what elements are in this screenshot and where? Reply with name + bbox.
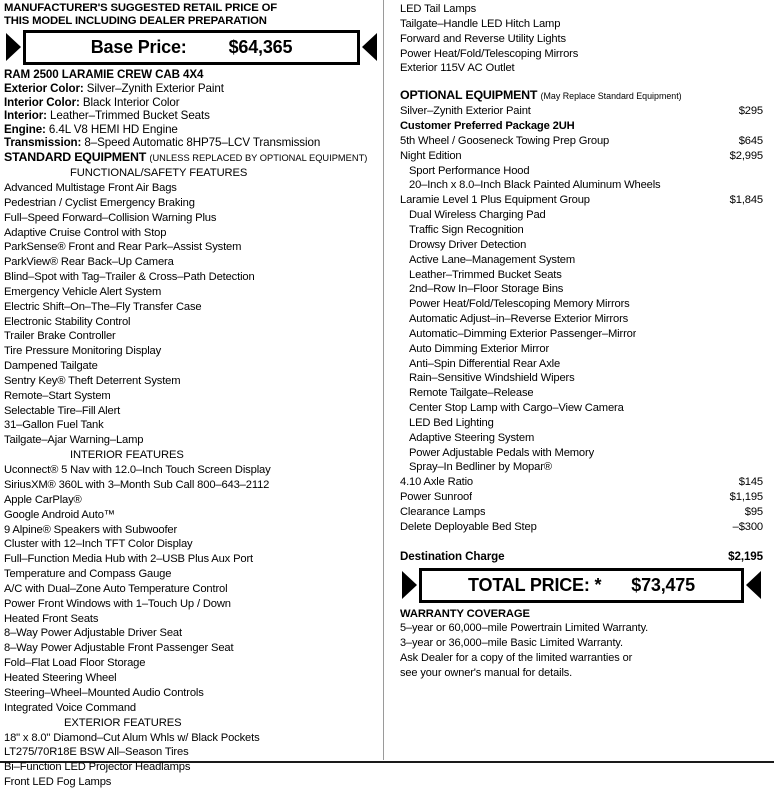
feature-item: Forward and Reverse Utility Lights	[400, 32, 566, 45]
option-row	[400, 490, 763, 505]
option-sub-item	[400, 460, 763, 475]
option-sub-item	[400, 357, 763, 372]
vehicle-spec-row	[4, 96, 379, 110]
total-price-banner	[400, 568, 763, 603]
section-header: FUNCTIONAL/SAFETY FEATURES	[70, 166, 248, 179]
option-row	[400, 134, 763, 149]
option-sub-item	[400, 342, 763, 357]
vehicle-spec-value: Leather–Trimmed Bucket Seats	[46, 109, 210, 123]
feature-item: Cluster with 12–Inch TFT Color Display	[4, 538, 193, 551]
option-name: Power Heat/Fold/Telescoping Memory Mirrors	[409, 298, 630, 311]
option-sub-item	[400, 371, 763, 386]
option-name: Automatic Adjust–in–Reverse Exterior Mirrors	[409, 313, 629, 326]
base-price-amount: $64,365	[228, 37, 293, 58]
vehicle-model	[4, 68, 379, 82]
feature-item: Tailgate–Ajar Warning–Lamp	[4, 434, 144, 447]
total-price-box	[419, 568, 744, 603]
option-price: $95	[744, 506, 763, 518]
feature-item: Google Android Auto™	[4, 508, 115, 521]
msrp-header-line-2: THIS MODEL INCLUDING DEALER PREPARATION	[4, 15, 267, 28]
warranty-line: 3–year or 36,000–mile Basic Limited Warranty.	[400, 636, 623, 649]
option-sub-item	[400, 164, 763, 179]
option-name: Sport Performance Hood	[409, 164, 530, 177]
feature-item: ParkView® Rear Back–Up Camera	[4, 256, 174, 269]
option-row	[400, 520, 763, 535]
section-header: EXTERIOR FEATURES	[64, 716, 182, 729]
msrp-header-line-1: MANUFACTURER'S SUGGESTED RETAIL PRICE OF	[4, 2, 278, 14]
option-name: Dual Wireless Charging Pad	[409, 209, 546, 222]
feature-item: Trailer Brake Controller	[4, 330, 116, 343]
option-sub-item	[400, 268, 763, 283]
option-name: 20–Inch x 8.0–Inch Black Painted Aluminum Wheels	[409, 179, 661, 192]
option-sub-item	[400, 297, 763, 312]
option-row	[400, 104, 763, 119]
feature-item: Blind–Spot with Tag–Trailer & Cross–Path Detection	[4, 271, 255, 284]
vehicle-spec-value: Silver–Zynith Exterior Paint	[83, 82, 224, 95]
total-price-amount: $73,475	[631, 574, 695, 595]
feature-item: Tire Pressure Monitoring Display	[4, 345, 162, 358]
option-name: Silver–Zynith Exterior Paint	[400, 105, 531, 118]
option-name: 4.10 Axle Ratio	[400, 476, 474, 489]
option-name: Remote Tailgate–Release	[409, 387, 534, 400]
option-sub-item	[400, 312, 763, 327]
feature-item: Fold–Flat Load Floor Storage	[4, 657, 146, 670]
left-arrow-icon	[6, 33, 21, 61]
option-sub-item	[400, 431, 763, 446]
warranty-line: 5–year or 60,000–mile Powertrain Limited Warranty.	[400, 621, 649, 634]
option-sub-item	[400, 223, 763, 238]
option-sub-item	[400, 386, 763, 401]
feature-item: 8–Way Power Adjustable Front Passenger Seat	[4, 642, 234, 655]
option-name: Leather–Trimmed Bucket Seats	[409, 268, 562, 281]
feature-item: 31–Gallon Fuel Tank	[4, 419, 104, 432]
vehicle-spec-label: Exterior Color:	[4, 82, 84, 95]
feature-item: Full–Speed Forward–Collision Warning Plus	[4, 211, 217, 224]
optional-equipment-title: OPTIONAL EQUIPMENT	[400, 88, 538, 103]
feature-item: 8–Way Power Adjustable Driver Seat	[4, 627, 182, 640]
option-row	[400, 149, 763, 164]
option-name: Delete Deployable Bed Step	[400, 520, 537, 533]
vehicle-spec-value: Black Interior Color	[79, 95, 180, 109]
standard-equipment-header	[4, 150, 379, 166]
optional-equipment-list	[400, 104, 763, 534]
base-price-box	[23, 30, 360, 65]
feature-item: Heated Steering Wheel	[4, 671, 117, 684]
vehicle-spec-row	[4, 123, 379, 137]
option-price: $1,845	[729, 194, 763, 207]
total-price-label: TOTAL PRICE: *	[468, 574, 602, 595]
feature-item: Uconnect® 5 Nav with 12.0–Inch Touch Screen Display	[4, 464, 271, 477]
destination-charge-label: Destination Charge	[400, 549, 505, 563]
vehicle-spec-label: Interior:	[4, 109, 47, 123]
option-name: Power Sunroof	[400, 491, 473, 504]
option-name: LED Bed Lighting	[409, 416, 494, 429]
option-price: $2,995	[729, 149, 763, 162]
warranty-title: WARRANTY COVERAGE	[400, 607, 530, 620]
option-sub-item	[400, 178, 763, 193]
base-price-banner	[4, 30, 379, 65]
vehicle-model-text: RAM 2500 LARAMIE CREW CAB 4X4	[4, 68, 204, 82]
feature-item: Temperature and Compass Gauge	[4, 568, 172, 581]
vehicle-spec-list	[4, 82, 379, 150]
option-name: Auto Dimming Exterior Mirror	[409, 342, 550, 355]
feature-item: Steering–Wheel–Mounted Audio Controls	[4, 686, 204, 699]
standard-equipment-note: (UNLESS REPLACED BY OPTIONAL EQUIPMENT)	[149, 152, 368, 163]
option-name: Center Stop Lamp with Cargo–View Camera	[409, 402, 624, 415]
section-header: INTERIOR FEATURES	[70, 449, 184, 462]
vehicle-spec-value: 6.4L V8 HEMI HD Engine	[45, 122, 178, 136]
feature-item: ParkSense® Front and Rear Park–Assist System	[4, 241, 242, 254]
standard-equipment-sections	[4, 166, 379, 790]
feature-item: Pedestrian / Cyclist Emergency Braking	[4, 196, 195, 209]
feature-item: Heated Front Seats	[4, 612, 99, 625]
option-price: –$300	[732, 520, 763, 533]
option-name: Night Edition	[400, 149, 462, 162]
destination-charge-amount: $2,195	[728, 549, 763, 563]
feature-item: A/C with Dual–Zone Auto Temperature Control	[4, 582, 228, 595]
feature-item: 9 Alpine® Speakers with Subwoofer	[4, 523, 178, 536]
option-price: $645	[738, 134, 763, 147]
feature-item: Electronic Stability Control	[4, 315, 131, 328]
feature-item: Exterior 115V AC Outlet	[400, 62, 515, 75]
warranty-line: Ask Dealer for a copy of the limited warranties or	[400, 652, 633, 665]
feature-item: SiriusXM® 360L with 3–Month Sub Call 800–643–2112	[4, 479, 270, 491]
option-sub-item	[400, 253, 763, 268]
warranty-lines	[400, 621, 763, 682]
option-name: Automatic–Dimming Exterior Passenger–Mirror	[409, 327, 637, 340]
base-price-label: Base Price:	[90, 37, 187, 58]
feature-item: Bi–Function LED Projector Headlamps	[4, 761, 191, 774]
option-sub-item	[400, 446, 763, 461]
feature-item: Remote–Start System	[4, 389, 111, 402]
left-arrow-icon	[402, 571, 417, 599]
exterior-features-continued	[400, 2, 763, 76]
feature-item: Advanced Multistage Front Air Bags	[4, 181, 177, 194]
optional-equipment-header	[400, 87, 763, 104]
feature-item: Emergency Vehicle Alert System	[4, 285, 162, 298]
option-sub-item	[400, 401, 763, 416]
feature-item: Integrated Voice Command	[4, 701, 136, 714]
vehicle-spec-label: Interior Color:	[4, 95, 80, 109]
option-price: $295	[738, 105, 763, 118]
feature-item: Dampened Tailgate	[4, 360, 98, 373]
option-price: $1,195	[729, 491, 763, 504]
right-arrow-icon	[746, 571, 761, 599]
option-name: 5th Wheel / Gooseneck Towing Prep Group	[400, 134, 610, 147]
feature-item: Adaptive Cruise Control with Stop	[4, 226, 167, 239]
left-column	[0, 0, 383, 790]
feature-item: LT275/70R18E BSW All–Season Tires	[4, 746, 189, 759]
option-sub-item	[400, 208, 763, 223]
feature-item: Tailgate–Handle LED Hitch Lamp	[400, 17, 561, 30]
optional-equipment-note: (May Replace Standard Equipment)	[540, 91, 682, 102]
feature-item: Full–Function Media Hub with 2–USB Plus Aux Port	[4, 553, 253, 566]
option-name: Rain–Sensitive Windshield Wipers	[409, 372, 575, 385]
feature-item: Power Front Windows with 1–Touch Up / Down	[4, 597, 231, 610]
option-sub-item	[400, 327, 763, 342]
option-name: Laramie Level 1 Plus Equipment Group	[400, 194, 590, 207]
vehicle-spec-value: 8–Speed Automatic 8HP75–LCV Transmission	[81, 136, 321, 150]
vehicle-spec-row	[4, 109, 379, 123]
standard-equipment-title: STANDARD EQUIPMENT	[4, 149, 147, 164]
option-name: Customer Preferred Package 2UH	[400, 120, 575, 133]
option-name: Power Adjustable Pedals with Memory	[409, 446, 595, 459]
option-row	[400, 505, 763, 520]
option-row	[400, 475, 763, 490]
warranty-section	[400, 607, 763, 682]
feature-item: Power Heat/Fold/Telescoping Mirrors	[400, 47, 579, 60]
option-name: Spray–In Bedliner by Mopar®	[409, 461, 552, 474]
feature-item: Front LED Fog Lamps	[4, 776, 112, 789]
vehicle-spec-label: Transmission:	[4, 136, 82, 150]
option-row	[400, 193, 763, 208]
option-name: Drowsy Driver Detection	[409, 238, 527, 251]
option-name: Anti–Spin Differential Rear Axle	[409, 357, 561, 370]
warranty-line: see your owner's manual for details.	[400, 667, 573, 680]
feature-item: Selectable Tire–Fill Alert	[4, 404, 121, 417]
option-price: $145	[738, 476, 763, 489]
option-name: Active Lane–Management System	[409, 253, 576, 266]
vehicle-spec-label: Engine:	[4, 122, 46, 136]
option-name: 2nd–Row In–Floor Storage Bins	[409, 283, 564, 296]
option-row	[400, 119, 763, 134]
feature-item: Apple CarPlay®	[4, 493, 82, 506]
vehicle-spec-row	[4, 82, 379, 96]
right-column	[384, 0, 774, 682]
feature-item: Sentry Key® Theft Deterrent System	[4, 374, 181, 387]
option-sub-item	[400, 282, 763, 297]
option-name: Clearance Lamps	[400, 506, 486, 518]
option-sub-item	[400, 416, 763, 431]
option-name: Adaptive Steering System	[409, 431, 535, 444]
feature-item: Electric Shift–On–The–Fly Transfer Case	[4, 300, 202, 313]
option-sub-item	[400, 238, 763, 253]
vehicle-spec-row	[4, 136, 379, 150]
option-name: Traffic Sign Recognition	[409, 223, 524, 236]
feature-item: LED Tail Lamps	[400, 3, 477, 15]
right-arrow-icon	[362, 33, 377, 61]
feature-item: 18" x 8.0" Diamond–Cut Alum Whls w/ Black Pockets	[4, 731, 260, 744]
destination-charge-row	[400, 550, 763, 563]
